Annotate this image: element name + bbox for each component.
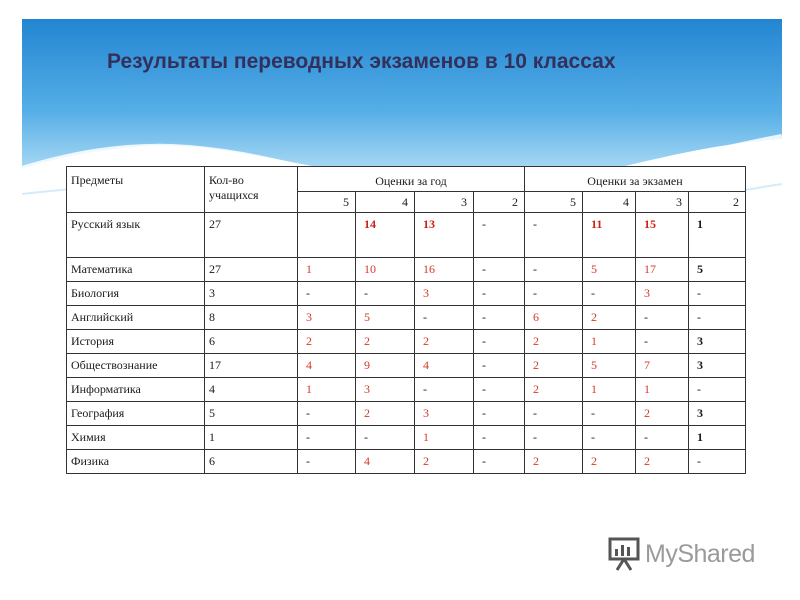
year-grade-cell: - — [474, 258, 525, 282]
year-grade-cell: 2 — [415, 450, 474, 474]
exam-grade-cell: 1 — [583, 330, 636, 354]
year-grade-cell: 4 — [298, 354, 356, 378]
year-grade-cell: 3 — [415, 282, 474, 306]
year-grade-cell: 13 — [415, 213, 474, 258]
watermark-text: MyShared — [645, 539, 755, 568]
subject-cell: Биология — [67, 282, 205, 306]
exam-grade-cell: 7 — [636, 354, 689, 378]
subject-cell: История — [67, 330, 205, 354]
count-cell: 17 — [205, 354, 298, 378]
exam-grade-cell: 5 — [689, 258, 746, 282]
subject-cell: Английский — [67, 306, 205, 330]
table-row — [67, 426, 746, 450]
results-table — [66, 166, 746, 474]
table-row — [67, 330, 746, 354]
exam-grade-cell: - — [583, 426, 636, 450]
year-grade-cell: 4 — [356, 450, 415, 474]
year-grade-cell: 2 — [298, 330, 356, 354]
table-row — [67, 378, 746, 402]
exam-grade-cell: 2 — [525, 354, 583, 378]
year-grade-cell: 3 — [298, 306, 356, 330]
header-year-grade-5: 5 — [298, 192, 356, 213]
year-grade-cell: - — [474, 450, 525, 474]
table-row — [67, 306, 746, 330]
exam-grade-cell: 3 — [636, 282, 689, 306]
table-row — [67, 354, 746, 378]
count-cell: 5 — [205, 402, 298, 426]
year-grade-cell: 2 — [356, 330, 415, 354]
exam-grade-cell: - — [583, 282, 636, 306]
subject-cell: География — [67, 402, 205, 426]
count-cell: 3 — [205, 282, 298, 306]
exam-grade-cell: - — [689, 306, 746, 330]
exam-grade-cell: 2 — [636, 450, 689, 474]
year-grade-cell: - — [356, 282, 415, 306]
exam-grade-cell: 3 — [689, 354, 746, 378]
exam-grade-cell: 15 — [636, 213, 689, 258]
exam-grade-cell: 11 — [583, 213, 636, 258]
exam-grade-cell: 5 — [583, 258, 636, 282]
watermark — [607, 537, 755, 571]
exam-grade-cell: - — [525, 258, 583, 282]
year-grade-cell: 16 — [415, 258, 474, 282]
exam-grade-cell: 1 — [583, 378, 636, 402]
exam-grade-cell: 6 — [525, 306, 583, 330]
year-grade-cell: - — [298, 402, 356, 426]
exam-grade-cell: - — [525, 426, 583, 450]
year-grade-cell — [298, 213, 356, 258]
subject-cell: Математика — [67, 258, 205, 282]
exam-grade-cell: 2 — [583, 306, 636, 330]
table-row — [67, 258, 746, 282]
year-grade-cell: - — [474, 354, 525, 378]
exam-grade-cell: 3 — [689, 402, 746, 426]
year-grade-cell: - — [474, 213, 525, 258]
exam-grade-cell: - — [525, 213, 583, 258]
year-grade-cell: 2 — [356, 402, 415, 426]
exam-grade-cell: 2 — [583, 450, 636, 474]
count-cell: 6 — [205, 330, 298, 354]
exam-grade-cell: - — [525, 282, 583, 306]
count-cell: 27 — [205, 213, 298, 258]
exam-grade-cell: 1 — [689, 213, 746, 258]
count-cell: 8 — [205, 306, 298, 330]
subject-cell: Физика — [67, 450, 205, 474]
year-grade-cell: - — [474, 378, 525, 402]
count-cell: 4 — [205, 378, 298, 402]
header-exam-grade-5: 5 — [525, 192, 583, 213]
exam-grade-cell: 2 — [636, 402, 689, 426]
header-year-grades: Оценки за год — [298, 167, 525, 192]
table-row — [67, 450, 746, 474]
table-row — [67, 213, 746, 258]
header-year-grade-2: 2 — [474, 192, 525, 213]
header-year-grade-3: 3 — [415, 192, 474, 213]
header-count: Кол-во учащихся — [205, 167, 298, 213]
header-subjects: Предметы — [67, 167, 205, 213]
year-grade-cell: - — [415, 378, 474, 402]
year-grade-cell: 2 — [415, 330, 474, 354]
exam-grade-cell: - — [636, 330, 689, 354]
exam-grade-cell: 1 — [636, 378, 689, 402]
year-grade-cell: 1 — [298, 258, 356, 282]
header-exam-grade-3: 3 — [636, 192, 689, 213]
exam-grade-cell: 1 — [689, 426, 746, 450]
year-grade-cell: 5 — [356, 306, 415, 330]
presentation-icon — [607, 537, 641, 571]
subject-cell: Информатика — [67, 378, 205, 402]
header-exam-grade-4: 4 — [583, 192, 636, 213]
year-grade-cell: - — [298, 282, 356, 306]
exam-grade-cell: 3 — [689, 330, 746, 354]
header-year-grade-4: 4 — [356, 192, 415, 213]
year-grade-cell: - — [474, 330, 525, 354]
table-row — [67, 282, 746, 306]
year-grade-cell: - — [298, 450, 356, 474]
subject-cell: Русский язык — [67, 213, 205, 258]
exam-grade-cell: - — [689, 450, 746, 474]
exam-grade-cell: - — [689, 282, 746, 306]
count-cell: 1 — [205, 426, 298, 450]
exam-grade-cell: - — [583, 402, 636, 426]
table-row — [67, 402, 746, 426]
year-grade-cell: - — [415, 306, 474, 330]
year-grade-cell: - — [474, 402, 525, 426]
year-grade-cell: - — [474, 306, 525, 330]
count-cell: 6 — [205, 450, 298, 474]
year-grade-cell: - — [356, 426, 415, 450]
exam-grade-cell: 17 — [636, 258, 689, 282]
year-grade-cell: 10 — [356, 258, 415, 282]
exam-grade-cell: 2 — [525, 378, 583, 402]
exam-grade-cell: - — [525, 402, 583, 426]
year-grade-cell: - — [298, 426, 356, 450]
subject-cell: Химия — [67, 426, 205, 450]
year-grade-cell: 4 — [415, 354, 474, 378]
year-grade-cell: - — [474, 426, 525, 450]
year-grade-cell: 9 — [356, 354, 415, 378]
header-exam-grade-2: 2 — [689, 192, 746, 213]
year-grade-cell: 14 — [356, 213, 415, 258]
count-cell: 27 — [205, 258, 298, 282]
exam-grade-cell: 2 — [525, 330, 583, 354]
year-grade-cell: 1 — [415, 426, 474, 450]
exam-grade-cell: - — [636, 306, 689, 330]
header-exam-grades: Оценки за экзамен — [525, 167, 746, 192]
slide-title: Результаты переводных экзаменов в 10 классах — [107, 50, 616, 73]
year-grade-cell: 1 — [298, 378, 356, 402]
exam-grade-cell: 5 — [583, 354, 636, 378]
exam-grade-cell: 2 — [525, 450, 583, 474]
subject-cell: Обществознание — [67, 354, 205, 378]
year-grade-cell: 3 — [356, 378, 415, 402]
year-grade-cell: 3 — [415, 402, 474, 426]
exam-grade-cell: - — [636, 426, 689, 450]
year-grade-cell: - — [474, 282, 525, 306]
exam-grade-cell: - — [689, 378, 746, 402]
